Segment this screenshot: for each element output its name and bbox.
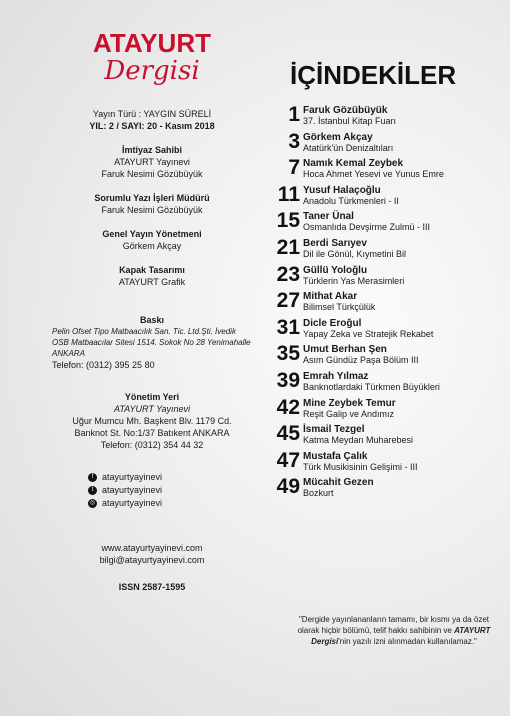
toc-entry [272,184,504,211]
toc-entry-text [303,343,419,366]
cover-design-heading: Kapak Tasarımı [119,265,185,275]
contact-block [52,542,252,566]
website-link[interactable]: www.atayurtyayinevi.com [101,543,203,553]
office-name: ATAYURT Yayınevi [113,404,191,414]
toc-entry-text [303,210,430,233]
toc-entry-text [303,450,418,473]
office-phone: Telefon: (0312) 354 44 32 [100,440,204,450]
toc-author: Mustafa Çalık [303,450,368,462]
toc-page-number: 21 [276,235,300,259]
toc-author: Berdi Sarıyev [303,237,367,249]
toc-page-number: 42 [276,395,300,419]
logo [52,28,252,98]
director-heading: Genel Yayın Yönetmeni [102,229,202,239]
toc-entry [272,290,504,317]
toc-page-number: 1 [288,103,300,126]
editor-block [52,192,252,216]
office-address-line: Uğur Mumcu Mh. Başkent Blv. 1179 Cd. [72,416,232,426]
toc-entry-text [303,397,396,420]
facebook-icon: f [88,473,97,482]
toc-author: Mine Zeybek Temur [303,397,396,409]
toc-article-title: Asım Gündüz Paşa Bölüm III [303,355,419,366]
issn: ISSN 2587-1595 [118,582,186,592]
social-facebook[interactable] [88,471,252,484]
publication-info [52,108,252,132]
office-block [52,391,252,451]
logo-main-text: ATAYURT [93,28,211,58]
toc-page-number: 11 [277,182,300,206]
toc-entry [272,237,504,264]
toc-article-title: Osmanlıda Devşirme Zulmü - III [303,222,431,233]
toc-article-title: Türk Musikisinin Gelişimi - III [303,461,418,472]
toc-author: Güllü Yoloğlu [303,264,368,276]
toc-entry-text [303,104,396,127]
toc-entry-text [303,290,375,313]
instagram-icon: ◎ [89,500,96,506]
editor-heading: Sorumlu Yazı İşleri Müdürü [94,193,210,203]
logo-sub-text: Dergisi [104,56,200,86]
toc-entry-text [303,157,444,180]
toc-article-title: Hoca Ahmet Yesevi ve Yunus Emre [303,169,444,180]
cover-design-line: ATAYURT Grafik [118,277,186,287]
owner-line: ATAYURT Yayınevi [114,157,190,167]
toc-article-title: Banknotlardaki Türkmen Büyükleri [303,381,440,392]
owner-heading: İmtiyaz Sahibi [121,145,183,155]
toc-entry-text [303,370,440,393]
toc-article-title: Bilimsel Türkçülük [303,302,376,313]
toc-article-title: Dil ile Gönül, Kıymetini Bil [303,248,407,259]
toc-article-title: Anadolu Türkmenleri - II [303,195,399,206]
toc-author: Mithat Akar [303,291,358,303]
social-handle: atayurtyayinevi [102,498,163,508]
toc-author: Yusuf Halaçoğlu [303,184,381,196]
toc-page-number: 3 [288,129,300,153]
toc-article-title: Yapay Zeka ve Stratejik Rekabet [303,328,434,339]
toc-author: Emrah Yılmaz [303,370,369,382]
toc-entry [272,210,504,237]
toc-page-number: 45 [276,422,300,446]
toc-page-number: 47 [276,448,300,472]
issue-info: YIL: 2 / SAYI: 20 - Kasım 2018 [89,121,215,131]
toc-author: Taner Ünal [303,211,354,223]
director-block [52,228,252,252]
toc-author: İsmail Tezgel [303,424,365,436]
email-link[interactable]: bilgi@atayurtyayinevi.com [99,555,205,565]
toc-entry [272,370,504,397]
toc-author: Umut Berhan Şen [303,344,387,356]
print-block [52,314,252,371]
toc-author: Faruk Gözübüyük [303,105,388,116]
toc-page-number: 31 [276,315,300,339]
owner-line: Faruk Nesimi Gözübüyük [101,169,203,179]
toc-entry-text [303,317,433,340]
toc-entry-text [303,131,393,154]
toc-entry [272,157,504,184]
office-heading: Yönetim Yeri [124,392,180,402]
toc-article-title: Türklerin Yas Merasimleri [303,275,405,286]
toc-author: Dicle Eroğul [303,317,362,329]
toc-entry [272,264,504,291]
copyright-text-end: 'nin yazılı izni alınmadan kullanılamaz." [338,637,477,646]
copyright-magazine-name: ATAYURT Dergisi [311,626,491,646]
toc-page-number: 15 [276,209,300,233]
toc-page-number: 39 [276,368,300,392]
toc-article-title: 37. İstanbul Kitap Fuarı [303,116,397,126]
copyright-notice [296,614,492,647]
toc-page-number: 35 [276,342,300,366]
toc-author: Mücahit Gezen [303,477,374,489]
toc-entry [272,104,504,131]
social-handle: atayurtyayinevi [102,485,163,495]
publication-type: Yayın Türü : YAYGIN SÜRELİ [92,109,212,119]
toc-title: İÇİNDEKİLER [290,60,457,90]
editor-line: Faruk Nesimi Gözübüyük [101,205,203,215]
print-phone: Telefon: (0312) 395 25 80 [52,360,155,370]
toc-entry [272,343,504,370]
toc-entry [272,131,504,158]
cover-design-block [52,264,252,288]
toc-article-title: Reşit Galip ve Andımız [303,408,395,419]
social-handle: atayurtyayinevi [102,472,163,482]
toc-page-number: 7 [288,156,300,180]
toc-entry-text [303,423,413,446]
toc-entry-text [303,476,374,499]
toc-entry-text [303,237,406,260]
toc-entry [272,476,504,503]
toc-article-title: Katma Meydan Muharebesi [303,435,414,446]
director-line: Görkem Akçay [122,241,182,251]
toc-article-title: Bozkurt [303,488,334,499]
social-instagram[interactable] [88,497,252,510]
toc-page-number: 23 [276,262,300,286]
toc-entry [272,450,504,477]
toc-entry [272,397,504,424]
print-address: Pelin Ofset Tipo Matbaacılık San. Tic. Ltd.Şti. İvedik OSB Matbaacılar Sitesi 1514. Sokok No 28 Yenimahalle ANKARA [52,327,251,358]
toc-author: Namık Kemal Zeybek [303,158,404,170]
toc-page-number: 49 [276,475,300,499]
social-twitter[interactable] [88,484,252,497]
print-heading: Baskı [139,315,165,325]
toc-entry [272,317,504,344]
table-of-contents [272,104,504,503]
toc-author: Görkem Akçay [303,131,373,143]
office-address-line: Banknot St. No:1/37 Batıkent ANKARA [74,428,230,438]
toc-entry-text [303,184,399,207]
twitter-icon: t [88,486,97,495]
toc-article-title: Atatürk'ün Denizaltıları [303,142,394,153]
copyright-text: "Dergide yayınlananların tamamı, bir kısmı ya da özet olarak hiçbir bölümü, telif hakkı sahibinin ve [297,615,490,635]
masthead-column [52,28,252,592]
toc-entry-text [303,264,404,287]
toc-page-number: 27 [276,289,300,313]
owner-block [52,144,252,180]
toc-entry [272,423,504,450]
social-links [52,471,252,510]
